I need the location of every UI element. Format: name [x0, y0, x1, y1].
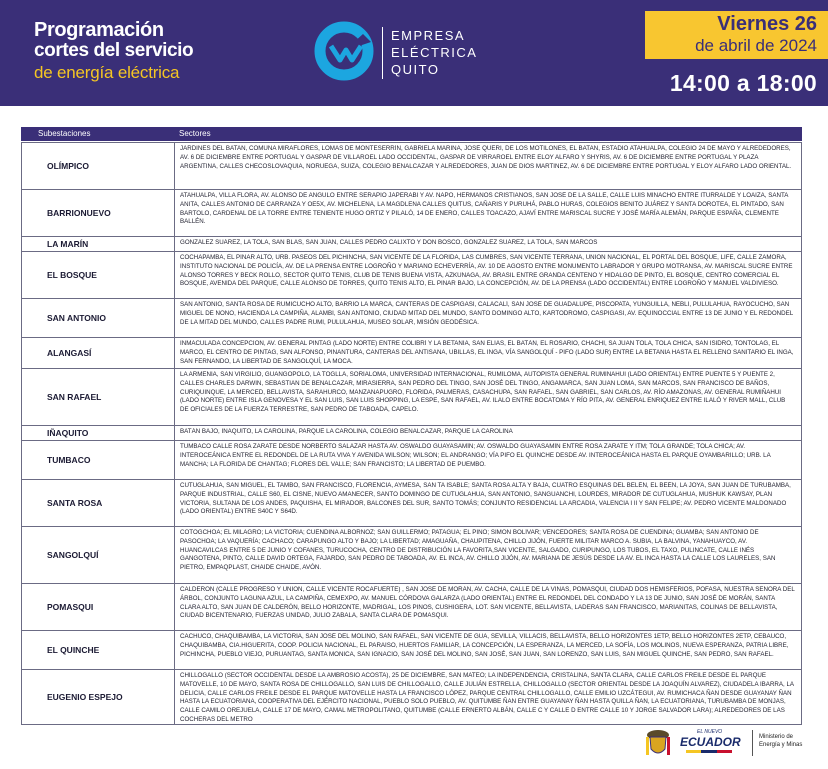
sectors-text: JARDINES DEL BATAN, COMUNA MIRAFLORES, LOMAS DE MONTESERRÍN, GABRIELA MARINA, JOSÉ QUERI, DE LOS MOTILONES, EL BATAN, ESTADIO ATAHUALPA, COLEGIO 24 DE MAYO Y ALREDEDORES, AV. 6 DE DICIEMBRE ENTRE PORTUGAL Y GASPAR DE VILLAROEL LADO OCCIDENTAL, GASPAR DE VIRRAROEL ENTRE ELOY ALFARO Y SHYRIS, AV. 6 DE DICIEMBRE ENTRE PORTUGAL Y PLAZA ARGENTINA, CALLES CHECOSLOVAQUIA, NORUEGA, SUIZA, COLEGIO BENALCAZAR Y ALREDEDORES, JUAN DE DIOS MARTINEZ, AV. 6 DE DICIEMBRE ENTRE PORTUGAL Y ELOY ALFARO LADO ORIENTAL.	[180, 145, 792, 170]
title-line-3: de energía eléctrica	[34, 63, 180, 82]
sectors-text: ATAHUALPA, VILLA FLORA, AV. ALONSO DE ANGULO ENTRE SERAPIO JAPERABI Y AV. NAPO, HERMANOS CRISTIANOS, SAN JOSÉ DE LA SALLE, CALLE LUIS MINACHO ENTRE ITURRALDE Y LOAIZA, SANTA ANITA, CALLES ANTONIO DE CARRANZA Y OE5X, AV. MICHELENA, LA MAGDLENA CALLES QUITUS, CAÑARIS Y PURUHÁ, PABLO HURAS, COLEGIOS BENITO JUÁREZ Y SANTA DOROTEA, EL PINTADO, SAN BARTOLO, CARDENAL DE LA TORRE ENTRE TENIENTE HUGO ORTIZ Y PILALÓ, 14 DE ENERO, CALLES TOACAZO, AJAVÍ ENTRE MARISCAL SUCRE Y JOSÉ MARÍA ALEMÁN, PARQUE ESPAÑA, CLEMENTE BALLÉN.	[180, 192, 789, 226]
table-row	[21, 142, 802, 190]
ministry-line-1: Ministerio de	[759, 734, 794, 740]
table-row	[21, 236, 802, 252]
substation-name: EUGENIO ESPEJO	[47, 692, 123, 702]
date-label: de abril de 2024	[695, 36, 817, 55]
title-line-1: Programación	[34, 19, 164, 41]
ministry-line-2: Energía y Minas	[759, 742, 803, 748]
sectors-text: CALDERÓN (CALLE PROGRESO Y UNIÓN, CALLE VICENTE ROCAFUERTE) , SAN JOSÉ DE MORÁN, AV. CACHA, CALLE DE LA VIÑAS, POMASQUI, CIUDAD DOS HEMISFERIOS, POFASA, NUESTRA SEÑORA DEL ÁRBOL, CONJUNTO LAGUNA AZUL, LA CAMPIÑA, CEMEXPO, AV. MANUEL CÓRDOVA GALARZA (LADO ORIENTAL) ENTRE EL REDONDEL DEL CONDADO Y LA 13 DE JUNIO, SAN JOSÉ DE MORÁN, SANTA CLARA ALTO, SAN JUAN DE CALDERÓN, BELLO HORIZONTE, MADRIGAL, LOS PINOS, CUSHIGERA, LOT. SAN VICENTE, BELLAVISTA, LADERAS SAN FRANCISCO, MARIANITAS, COLINAS DE BELLAVISTA, CIUDAD BICENTENARIO, FUERZAS UNIDAD, JULIO ZABALA, SANTA CLARA DE POMASQUI.	[180, 586, 795, 620]
substation-name: IÑAQUITO	[47, 428, 89, 438]
table-row	[21, 189, 802, 237]
table-row	[21, 526, 802, 584]
coat-of-arms-icon	[643, 727, 673, 759]
substation-name: TUMBACO	[47, 455, 91, 465]
table-row	[21, 251, 802, 299]
brand-line-2: ELÉCTRICA	[391, 45, 478, 60]
footer-divider	[752, 730, 753, 756]
substation-name: EL QUINCHE	[47, 645, 100, 655]
date-box	[645, 11, 828, 59]
table-row	[21, 440, 802, 480]
day-label: Viernes 26	[717, 13, 817, 35]
sectors-text: GONZÁLEZ SUÁREZ, LA TOLA, SAN BLAS, SAN JUAN, CALLES PEDRO CALIXTO Y DON BOSCO, GONZÁLEZ SUÁREZ, LA TOLA, SAN MARCOS	[180, 239, 598, 246]
sectors-text: LA ARMENIA, SAN VIRGILIO, GUANGOPOLO, LA TOGLLA, SORIALOMA, UNIVERSIDAD INTERNACIONAL, RUMILOMA, AUTOPISTA GENERAL RUMIÑAHUI (LADO ORIENTAL) ENTRE PUENTE 5 Y PUENTE 2, CALLES CHARLES DARWIN, SEBASTIAN DE BENALCAZAR, MIRASIERRA, SAN PEDRO DEL TINGO, SAN JOSÉ DEL TINGO, ANGAMARCA, SAN JUAN LOMA, SAN MARCOS, SAN FRANCISCO DE BAÑOS, CURIQUINQUE, LA MERCED, BELLAVISTA, SARAHURCO, MANZANAPUGRO, FLORIDA, PALMERAS, CASACHUPA, SAN RAFAEL, SAN GABRIEL, SAN CARLOS, AV. RÍO AMAZONAS, AV. GENERAL RUMIÑAHUI (LADO NORTE) ENTRE ISLA GENOVESA Y EL SAN LUIS, SAN LUIS SHOPPING, LA ESPE, SAN RAFAEL, AV. ILALO ENTRE BOCATOMA Y RÍO PITA, AV. GENERAL ENRIQUEZ ENTRE ILALÓ Y RIVER MALL, CLUB DE OFICIALES DE LA FUERZA TERRESTRE, SAN PEDRO DE TABOADA, CAPELO.	[180, 371, 786, 414]
substation-name: SAN RAFAEL	[47, 392, 102, 402]
logo-divider	[382, 27, 383, 79]
substation-name: SANTA ROSA	[47, 498, 103, 508]
col-header-sectors: Sectores	[179, 129, 211, 138]
time-range: 14:00 a 18:00	[669, 70, 817, 96]
substation-name: BARRIONUEVO	[47, 208, 111, 218]
title-line-2: cortes del servicio	[34, 40, 194, 61]
table-row	[21, 425, 802, 441]
substation-name: SANGOLQUÍ	[47, 550, 99, 560]
sectors-text: SAN ANTONIO, SANTA ROSA DE RUMICUCHO ALTO, BARRIO LA MARCA, CANTERAS DE CASPIGASI, CALACALÍ, SAN JOSÉ DE GUADALUPE, PISCOPATA, YUNGUILLA, NEBLI, PULULAHUA, RAYOCUCHO, SAN MIGUEL DE NONO, HACIENDA LA CAMPIÑA, ALAMBI, SAN ANTONIO, CIUDAD MITAD DEL MUNDO, SANTO DOMINGO ALTO, KARTODROMO, CASPIGASI, AV. EQUINOCCIAL ENTRE 13 DE JUNIO Y EL REDONDEL DE LA MITAD DEL MUNDO, CALLES PADRE RUMI, PULULAHUA, MUSEO SOLAR, MISIÓN GEODÉSICA.	[180, 301, 793, 326]
table-row	[21, 337, 802, 369]
country-tagline: EL NUEVO	[697, 729, 723, 735]
sectors-text: BATÁN BAJO, IÑAQUITO, LA CAROLINA, PARQUE LA CAROLINA, COLEGIO BENALCAZAR, PARQUE LA CAROLINA	[180, 428, 513, 435]
col-header-substations: Subestaciones	[38, 129, 91, 138]
sectors-text: CHILLOGALLO (SECTOR OCCIDENTAL DESDE LA AMBROSIO ACOSTA), 25 DE DICIEMBRE, SAN MATEO; LA INDEPENDENCIA, CRISTALINA, SANTA CLARA, CALLE CARLOS FREILE DESDE EL PARQUE MATOVELLE, 10 DE MAYO, SANTA ROSA DE CHILLOGALLO, SAN LUIS DE CHILLOGALLO, CALLE JULIÁN ESTRELLA, CHILLOGALLO (SECTOR ORIENTAL DESDE LA JOAQUÍN ALVAREZ), CIUDADELA IBARRA, LA DELICIA, CALLE CARLOS FREILE DESDE EL PARQUE MATOVELLE HASTA LA FRANCISCO LÓPEZ, PARQUE CENTRAL CHILLOGALLO, CALLE EMILIO UZCÁTEGUI, AV. RUMICHACA ÑAN DESDE GUAYANAY ÑAN HASTA LA ECUATORIANA, COOPERATIVA DEL EJÉRCITO NACIONAL, PUEBLO SOLO PUEBLO, AV. QUITUMBE ÑAN ENTRE GUAYANAY ÑAN HASTA QUILLA ÑAN, LA ECUATORIANA, TURUBAMBA DE MONJAS, CALLE CAMILO OREJUELA, CALLE 17 DE MAYO, CAMAL METROPOLITANO, QUITUMBE (CALLE ERNERTO ALBÁN, CALLE C Y CALLE D ENTRE CALLE 10 Y JORGE SALVADOR LARA); ALREDEDORES DE LAS COCHERAS DEL METRO	[180, 672, 794, 723]
substation-name: LA MARÍN	[47, 239, 89, 249]
table-row	[21, 669, 802, 725]
sectors-text: COCHAPAMBA, EL PINAR ALTO, URB. PASEOS DEL PICHINCHA, SAN VICENTE DE LA FLORIDA, LAS CUMBRES, SAN VICENTE TERRANA, UNIÓN NACIONAL, EL PORTAL DEL BOSQUE, LIFE, CALLE ZAMORA, INSTITUTO NACIONAL DE POLICÍA, AV. DE LA PRENSA ENTRE LOGROÑO Y MARIANO ECHEVERRÍA, AV. 10 DE AGOSTO ENTRE MONUMENTO LABRADOR Y GRUPO MOTRANSA, AV. MARISCAL SUCRE ENTRE ALONSO TORRES Y BECK ROLLO, SECTOR QUITO TENIS, CLUB DE TENIS BUENA VISTA, AZKUNAGA, AV. BRASIL ENTRE GRANDA CENTENO Y HIDALGO DE PINTO, EL BOSQUE, CENTRO COMERCIAL EL BOSQUE, AVENIDA DEL PARQUE, CALLE ALONSO DE TORRES, QUITO TENIS ALTO, EL PINAR BAJO, LA CONCEPCIÓN, AV. DE LA PRENSA (LADO OCCIDENTAL) ENTRE LOGROÑO Y MANUEL VALDIVIESO.	[180, 254, 793, 288]
ecuador-logo: ECUADOR	[680, 735, 741, 749]
flag-stripe	[686, 750, 732, 753]
table-header	[21, 127, 802, 141]
table-row	[21, 298, 802, 338]
substation-name: EL BOSQUE	[47, 270, 97, 280]
sectors-text: COTOGCHOA; EL MILAGRO; LA VICTORIA; CUENDINA ALBORNOZ; SAN GUILLERMO; PATAGUA; EL PINO; SIMÓN BOLÍVAR; VENCEDORES; SANTA ROSA DE CUENDINA; GUAMBA; SAN ANTONIO DE PASOCHOA; LA VAQUERÍA; CACHACO; CARAPUNGO ALTO Y BAJO; LA LIBERTAD; AMAGUAÑA, CHAUPITENA, CHILLO JIJÓN, FUERTE MILITAR MARCO A. SUBIA, LA BALVINA, YANAHUAYCO, AV. HUANCAVILCAS ENTRE 5 DE JUNIO Y COFANES, TURUCOCHA, CENTRO DE DISTRIBUCIÓN LA FAVORITA,SAN VICENTE, SALGADO, CURIPUNGO, LOS TUBOS, EL TAXO, PULINCATE, CALLE INÉS GANGOTENA, PINTO, CALLE DAVID ORTEGA, FAJARDO, SAN PEDRO DE TABOADA, AV. EL INCA, AV. CHILLO JIJÓN, AV. MARIANA DE JESÚS DESDE LA AV. EL INCA HASTA LA CALLE LOS LAURELES, SAN PIETRO, EMPAQPLAST, CHAIDE CHAIDE, AVÓN.	[180, 529, 776, 572]
sectors-text: INMACULADA CONCEPCIÓN, AV. GENERAL PINTAG (LADO NORTE) ENTRE COLIBRÍ Y LA BETANIA, SAN ELIAS, EL BATÁN, EL ROSARIO, CHACHI, SA JUAN TOLA, TOLA CHICA, SAN ISIDRO, TONTOLAG, EL MARCO, EL CENTRO DE PINTAG, SAN ALFONSO, PINANTURA, CANTERAS DEL ANTISANA, UBILLAS, EL INGA, VÍA SANGOLQUÍ - PIFO (LADO SUR) ENTRE LA BETANIA HASTA EL RELLENO SANITARIO EL INGA, SAN FERNANDO, LA LIBERTAD DE SANGOLQUÍ, LA MOCA.	[180, 340, 794, 365]
brand-line-3: QUITO	[391, 62, 440, 77]
table-row	[21, 368, 802, 426]
table-row	[21, 479, 802, 527]
sectors-text: TUMBACO CALLE ROSA ZARATE DESDE NORBERTO SALAZAR HASTA AV. OSWALDO GUAYASAMÍN; AV. OSWALDO GUAYASAMÍN ENTRE ROSA ZARATE Y ITM; TOLA GRANDE; TOLA CHICA; AV. INTEROCEÁNICA ENTRE EL REDONDEL DE LA RUTA VIVA Y AVENIDA WILSON; WILSON; EL ANDRANGO; VÍA PIFO EL QUINCHE DESDE AV. INTEROCEÁNICA HASTA EL PARQUE OYAMBARILLO; URB. LA MANCHA; LA FLORIDA DE CHANTAG; FLORES DEL VALLE; SAN FRANCISTO; LA LIBERTAD DE PUEMBO.	[180, 443, 771, 468]
sectors-text: CACHUCO, CHAQUIBAMBA, LA VICTORIA, SAN JOSÉ DEL MOLINO, SAN RAFAEL, SAN VICENTE DE GUA, SEVILLA, VILLACIS, BELLAVISTA, BELLO HORIZONTES 1ETP, BELLO HORIZONTES 2ETP, CEBAUCO, CHAQUIBAMBA, CIA.HIGUERITA, COOP. POLICIA NACIONAL, EL PARAISO, HUERTOS FAMILIAR, LA CONCEPCIÓN, LA ESPERANZA, LA MERCED, LA SOFÍA, LOS MOLINOS, NUEVA ESPERANZA, PATRIA LIBRE, PICHINCHA, PUEBLO VIEJO, PURUANTAG, SANTA MONICA, SAN IGNACIO, SAN JOSÉ DEL MOLINO, SAN JOSÉ, SAN JUAN, SAN LORENZO, SAN LUIS, SAN MIGUEL QUINCHE, SAN PEDRO, SAN RAFAEL.	[180, 633, 789, 658]
substation-name: SAN ANTONIO	[47, 313, 107, 323]
table-row	[21, 583, 802, 631]
brand-line-1: EMPRESA	[391, 28, 466, 43]
header-banner	[0, 0, 828, 106]
substation-name: POMASQUI	[47, 602, 94, 612]
substation-name: ALANGASÍ	[47, 348, 92, 358]
ministry-label	[759, 733, 819, 749]
sectors-text: CUTUGLAHUA, SAN MIGUEL, EL TAMBO, SAN FRANCISCO, FLORENCIA, AYMESA, SAN TA ISABLE; SANTA ROSA ALTA Y BAJA, CUATRO ESQUINAS DEL BELÉN, EL BEÉN, LA JOYA, SAN JUAN DE TURUBAMBA, PARQUE INDUSTRIAL, CALLE S60, EL CISNE, NUEVO AMANECER, SANTO DOMINGO DE CUTUGLAHUA, SAN ANTONIO, SANGUANCHI, LOURDES, MIRADOR DE CUTUGLAHUA, MUSHUK KAWSAY, PLAN VICTORIA, SULTANA DE LOS ANDES, PAQUISHA, EL MIRADOR, BALCONES DEL SUR, SANTO TOMÁS; CONJUNTO RESIDENCIAL LA ARCADIA, VALENCIA I II Y SAN FELIPE; AV. PEDRO VICENTE MALDONADO (LADO ORIENTAL) ENTRE S40C Y S64D.	[180, 482, 791, 516]
eeq-logo-icon	[313, 20, 375, 82]
table-row	[21, 630, 802, 670]
substation-name: OLÍMPICO	[47, 161, 90, 171]
